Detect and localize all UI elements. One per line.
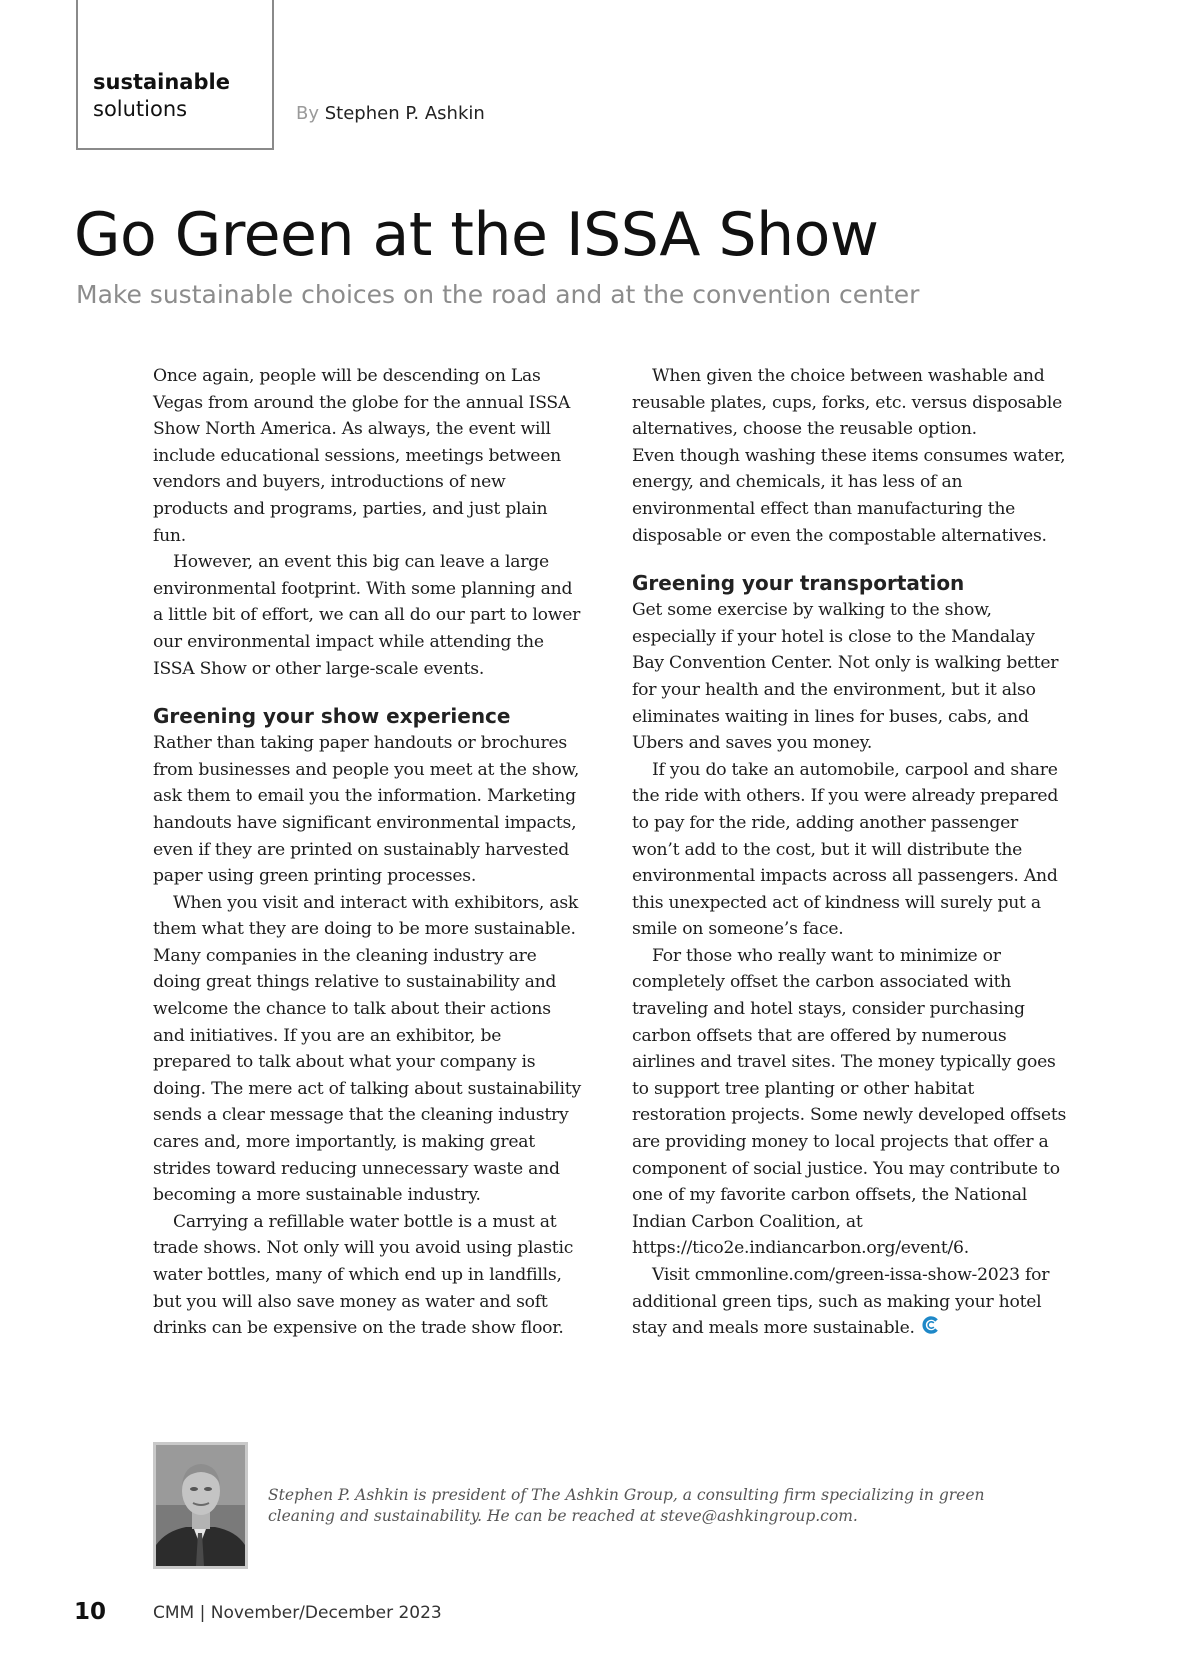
- section-label-line1: sustainable: [93, 70, 230, 94]
- paragraph-text: Visit cmmonline.com/green-issa-show-2023 for additional green tips, such as making your hotel stay and meals more sustainable.: [632, 1265, 1050, 1339]
- section-label-line2: solutions: [93, 97, 188, 121]
- paragraph: Rather than taking paper handouts or brochures from businesses and people you meet at the show, ask them to email you the information. Marketing handouts have significant environmental impacts, even if they are printed on sustainably harvested paper using green printing processes.: [153, 733, 580, 887]
- left-column: [153, 363, 583, 1342]
- right-column: [632, 363, 1067, 1342]
- article-subheadline: Make sustainable choices on the road and at the convention center: [76, 280, 920, 309]
- byline-prefix: By: [296, 103, 320, 124]
- paragraph: When you visit and interact with exhibitors, ask them what they are doing to be more sustainable. Many companies in the cleaning industry are doing great things relative to sustainability and welcome the chance to talk about their actions and initiatives. If you are an exhibitor, be prepared to talk about what your company is doing. The mere act of talking about sustainability sends a clear message that the cleaning industry cares and, more importantly, is making great strides toward reducing unnecessary waste and becoming a more sustainable industry.: [153, 892, 581, 1206]
- cmm-c-logo-icon: [921, 1315, 941, 1335]
- page-number: 10: [74, 1599, 107, 1625]
- paragraph: Even though washing these items consumes water, energy, and chemicals, it has less of an environmental effect than manufacturing the disposable or even the compostable alternatives.: [632, 445, 1066, 546]
- paragraph-last: [632, 1262, 1067, 1342]
- subheading: Greening your transportation: [632, 571, 965, 596]
- paragraph: Get some exercise by walking to the show, especially if your hotel is close to the Mandalay Bay Convention Center. Not only is walking better for your health and the environment, but it also eliminates waiting in lines for buses, cabs, and Ubers and saves you money.: [632, 600, 1059, 754]
- paragraph: When given the choice between washable and reusable plates, cups, forks, etc. versus disposable alternatives, choose the reusable option.: [632, 366, 1063, 440]
- subheading: Greening your show experience: [153, 704, 511, 729]
- author-bio: Stephen P. Ashkin is president of The Ashkin Group, a consulting firm specializing in green cleaning and sustainability. He can be reached at steve@ashkingroup.com.: [268, 1486, 985, 1525]
- paragraph: Once again, people will be descending on Las Vegas from around the globe for the annual ISSA Show North America. As always, the event will include educational sessions, meetings between vendors and buyers, introductions of new products and programs, parties, and just plain fun.: [153, 366, 571, 546]
- paragraph: For those who really want to minimize or completely offset the carbon associated with traveling and hotel stays, consider purchasing carbon offsets that are offered by numerous airlines and travel sites. The money typically goes to support tree planting or other habitat restoration projects. Some newly developed offsets are providing money to local projects that offer a component of social justice. You may contribute to one of my favorite carbon offsets, the National Indian Carbon Coalition, at https://tico2e.indiancarbon.org/event/6.: [632, 945, 1067, 1259]
- byline-author: Stephen P. Ashkin: [324, 103, 485, 124]
- author-headshot-icon: [156, 1445, 245, 1566]
- author-photo: [153, 1442, 248, 1569]
- paragraph: Carrying a refillable water bottle is a must at trade shows. Not only will you avoid using plastic water bottles, many of which end up in landfills, but you will also save money as water and soft drinks can be expensive on the trade show floor.: [153, 1211, 574, 1339]
- article-headline: Go Green at the ISSA Show: [74, 200, 879, 270]
- section-label-box: [76, 0, 274, 150]
- publication-footer: CMM | November/December 2023: [153, 1603, 442, 1623]
- paragraph: If you do take an automobile, carpool and share the ride with others. If you were already prepared to pay for the ride, adding another passenger won’t add to the cost, but it will distribute the environmental impacts across all passengers. And this unexpected act of kindness will surely put a smile on someone’s face.: [632, 759, 1059, 940]
- byline: [296, 103, 485, 124]
- paragraph: However, an event this big can leave a large environmental footprint. With some planning and a little bit of effort, we can all do our part to lower our environmental impact while attending the ISSA Show or other large-scale events.: [153, 552, 581, 679]
